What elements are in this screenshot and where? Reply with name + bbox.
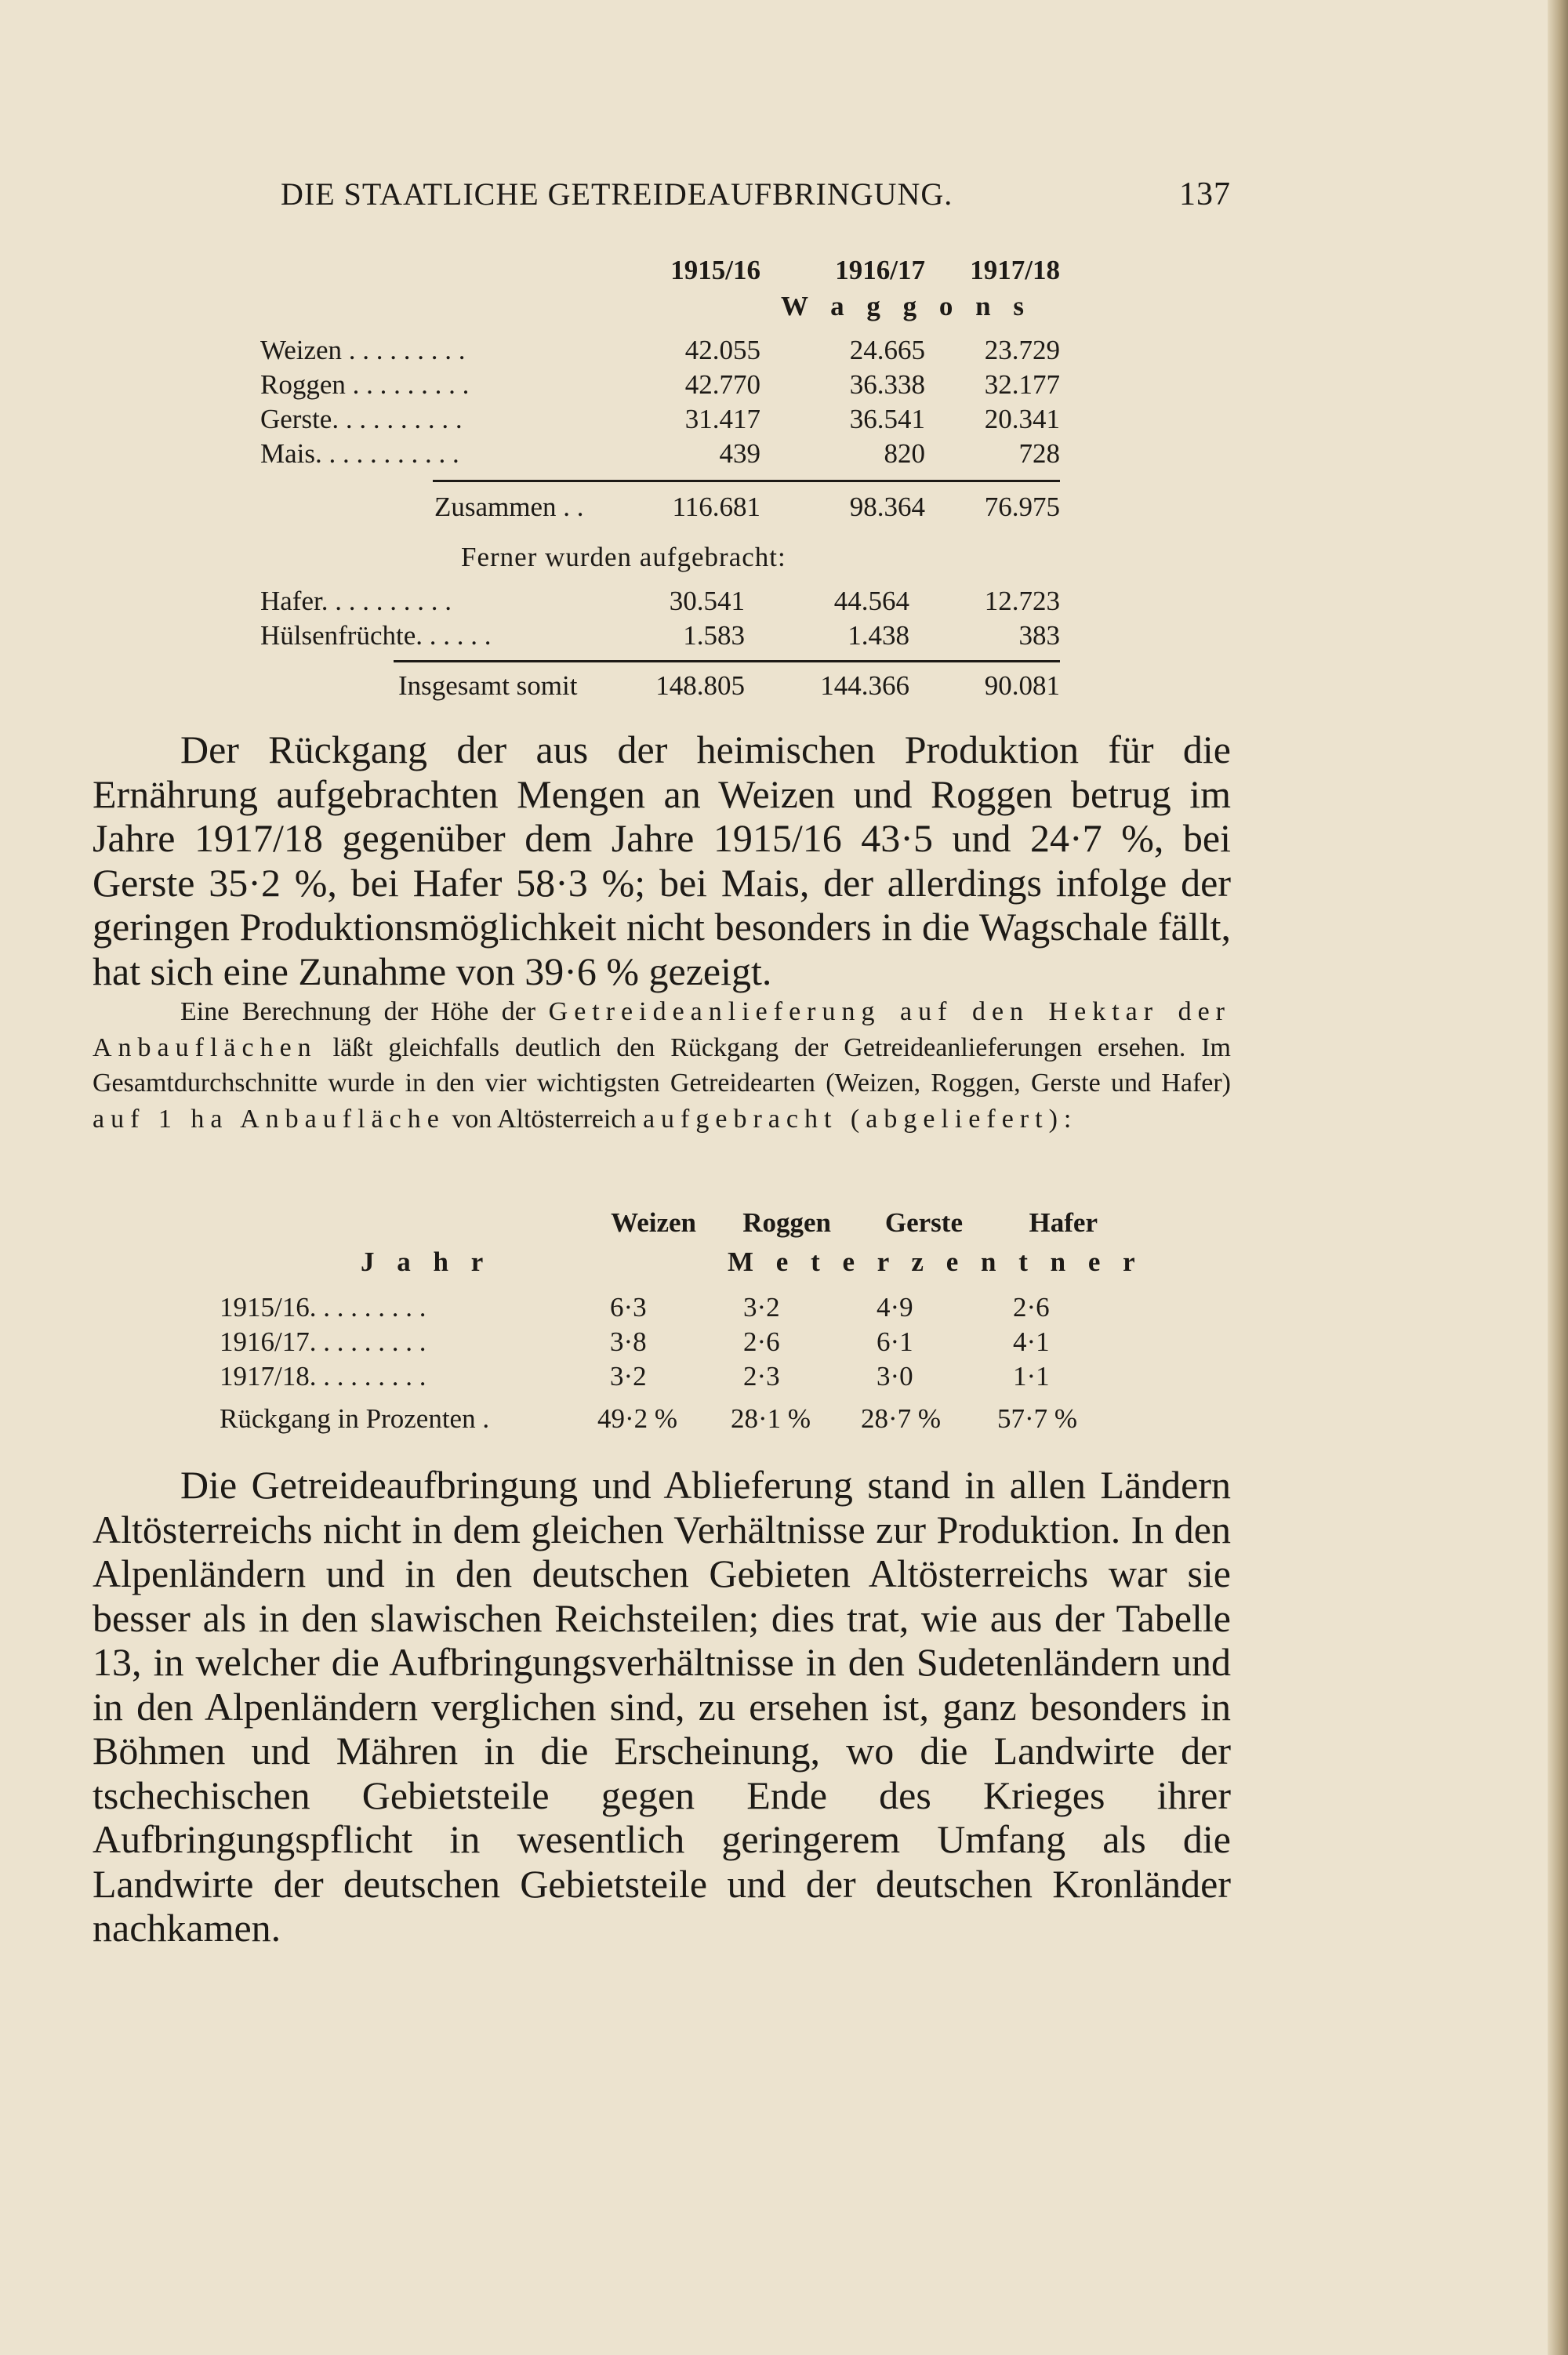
value-cell: 3·0 [877, 1361, 913, 1392]
value-cell: 42.055 [684, 335, 760, 365]
value-cell: 42.770 [684, 369, 760, 400]
value-cell: 31.417 [684, 404, 760, 434]
value-cell: 144.366 [820, 670, 909, 701]
row-label: Hülsenfrüchte. . . . . . [260, 620, 492, 651]
value-cell: 49·2 % [597, 1403, 678, 1434]
value-cell: 3·8 [610, 1326, 647, 1357]
value-cell: 32.177 [984, 369, 1060, 400]
unit-label: W a g g o n s [781, 291, 1032, 321]
row-label: Rückgang in Prozenten . [220, 1403, 490, 1434]
table-row [260, 369, 1060, 404]
value-cell: 24.665 [849, 335, 925, 365]
value-cell: 1·1 [1013, 1361, 1050, 1392]
value-cell: 30.541 [669, 586, 745, 616]
subtotal-row [260, 492, 1060, 526]
value-cell: 2·3 [743, 1361, 780, 1392]
value-cell: 23.729 [984, 335, 1060, 365]
row-label: 1915/16. . . . . . . . . [220, 1292, 426, 1323]
yield-per-hectare-table [220, 1207, 1143, 1458]
value-cell: 57·7 % [997, 1403, 1078, 1434]
row-label: 1916/17. . . . . . . . . [220, 1326, 426, 1357]
row-label: Mais. . . . . . . . . . . [260, 438, 459, 469]
column-header: Roggen [742, 1207, 831, 1238]
value-cell: 439 [719, 438, 760, 469]
value-cell: 44.564 [833, 586, 909, 616]
body-paragraph: Der Rückgang der aus der heimischen Produktion für die Ernährung aufgebrachten Mengen an Weizen und Roggen betrug im Jahre 1917/18 gegenüber dem Jahre 1915/16 43·5 und 24·7 %, bei Gerste 35·2 %, bei Hafer 58·3 %; bei Mais, der allerdings infolge der geringen Produktionsmöglichkeit nicht besonders in die Wagschale fällt, hat sich eine Zunahme von 39·6 % gezeigt. [93, 728, 1231, 993]
value-cell: 820 [884, 438, 925, 469]
value-cell: 28·1 % [731, 1403, 811, 1434]
table-rule [433, 480, 1060, 482]
total-row [260, 670, 1060, 705]
row-label: Zusammen . . [434, 492, 584, 522]
column-header: 1915/16 [670, 255, 760, 285]
value-cell: 12.723 [984, 586, 1060, 616]
body-paragraph: Die Getreideaufbringung und Ablieferung stand in allen Ländern Altösterreichs nicht in dem gleichen Verhältnisse zur Produktion. In den Alpenländern und in den deutschen Gebieten Altösterreichs war sie besser als in den slawischen Reichsteilen; dies trat, wie aus der Tabelle 13, in welcher die Aufbringungsverhältnisse in den Sudetenländern und in den Alpenländern verglichen sind, zu ersehen ist, ganz besonders in Böhmen und Mähren in die Erscheinung, wo die Landwirte der tschechischen Gebietsteile gegen Ende des Krieges ihrer Aufbringungspflicht in wesentlich geringerem Umfang als die Landwirte der deutschen Gebietsteile und der deutschen Kronländer nachkamen. [93, 1463, 1231, 1950]
value-cell: 3·2 [743, 1292, 780, 1323]
value-cell: 6·1 [877, 1326, 913, 1357]
value-cell: 98.364 [849, 492, 925, 522]
running-header [281, 176, 1231, 223]
table-row [260, 586, 1060, 620]
section-heading: Ferner wurden aufgebracht: [461, 542, 786, 572]
waggons-table [260, 255, 1060, 709]
column-header: Gerste [884, 1207, 963, 1238]
value-cell: 148.805 [655, 670, 745, 701]
value-cell: 116.681 [672, 492, 760, 522]
text-run: von Altösterreich [445, 1104, 643, 1134]
row-label: Weizen . . . . . . . . . [260, 335, 466, 365]
emphasis-text: Getreideanlieferung auf den Hektar der Anbauflächen [93, 997, 1231, 1062]
table-row [260, 620, 1060, 655]
column-header: 1916/17 [835, 255, 925, 285]
table-row [220, 1361, 1129, 1395]
decline-row [220, 1403, 1129, 1438]
row-label: 1917/18. . . . . . . . . [220, 1361, 426, 1392]
row-label: Roggen . . . . . . . . . [260, 369, 470, 400]
text-run: Eine Berechnung der Höhe der [180, 997, 549, 1026]
table-header-row [220, 1207, 1129, 1242]
table-row [260, 335, 1060, 369]
value-cell: 4·1 [1013, 1326, 1050, 1357]
emphasis-text: auf 1 ha Anbaufläche [93, 1104, 445, 1134]
text-run: läßt gleichfalls deutlich den Rückgang der Getreideanlieferungen ersehen. Im Gesamtdurchschnitte wurde in den vier wichtigsten Getreidearten (Weizen, Roggen, Gerste und Hafer) [93, 1032, 1231, 1098]
value-cell: 4·9 [877, 1292, 913, 1323]
value-cell: 1.583 [683, 620, 745, 651]
page-number: 137 [1179, 176, 1231, 212]
value-cell: 728 [1018, 438, 1060, 469]
row-label: Insgesamt somit [398, 670, 578, 701]
value-cell: 36.541 [849, 404, 925, 434]
unit-label: M e t e r z e n t n e r [728, 1246, 1143, 1277]
value-cell: 6·3 [610, 1292, 647, 1323]
table-row [220, 1292, 1129, 1326]
row-label: Hafer. . . . . . . . . . [260, 586, 452, 616]
table-row [220, 1326, 1129, 1361]
emphasis-text: aufgebracht (abgeliefert): [642, 1104, 1078, 1134]
column-header: 1917/18 [970, 255, 1060, 285]
value-cell: 3·2 [610, 1361, 647, 1392]
row-header-label: J a h r [361, 1246, 492, 1277]
value-cell: 1.438 [848, 620, 909, 651]
value-cell: 383 [1018, 620, 1060, 651]
column-header: Weizen [611, 1207, 696, 1238]
value-cell: 2·6 [743, 1326, 780, 1357]
value-cell: 2·6 [1013, 1292, 1050, 1323]
value-cell: 36.338 [849, 369, 925, 400]
table-rule [394, 660, 1060, 662]
row-label: Gerste. . . . . . . . . . [260, 404, 463, 434]
column-header: Hafer [1029, 1207, 1098, 1238]
value-cell: 76.975 [984, 492, 1060, 522]
table-row [260, 438, 1060, 473]
value-cell: 90.081 [984, 670, 1060, 701]
table-row [260, 404, 1060, 438]
value-cell: 28·7 % [861, 1403, 942, 1434]
running-title: DIE STAATLICHE GETREIDEAUFBRINGUNG. [281, 176, 953, 212]
value-cell: 20.341 [984, 404, 1060, 434]
small-paragraph [93, 994, 1231, 1137]
